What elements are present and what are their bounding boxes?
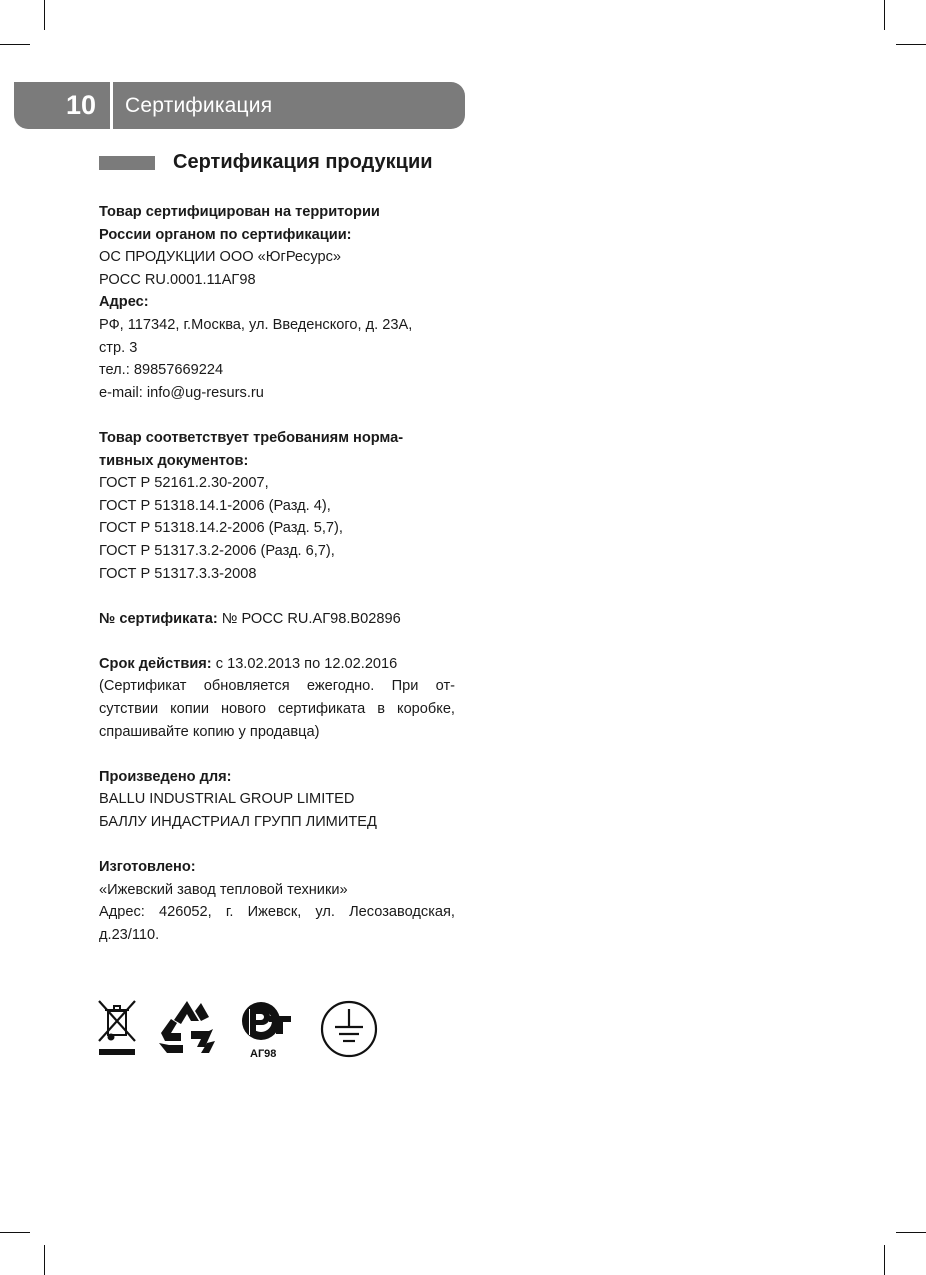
address-text: стр. 3 [99, 339, 138, 356]
certification-heading: России органом по сертификации: [99, 226, 352, 243]
standard-item: ГОСТ Р 51318.14.2-2006 (Разд. 5,7), [99, 520, 343, 537]
section-title: Сертификация [125, 93, 273, 117]
ground-icon [319, 999, 379, 1059]
crop-mark [884, 0, 885, 30]
certificate-label: № сертификата: [99, 610, 218, 627]
validity [99, 653, 455, 676]
crop-mark [0, 1232, 30, 1233]
certification-heading: Товар сертифицирован на территории [99, 204, 380, 220]
crop-mark [896, 44, 926, 45]
standards-heading: тивных документов: [99, 452, 249, 469]
page-header [14, 82, 465, 129]
certification-marks [97, 997, 387, 1059]
title-marker [99, 156, 155, 170]
standard-item: ГОСТ Р 52161.2.30-2007, [99, 475, 269, 492]
manufactured-label: Изготовлено: [99, 859, 196, 876]
produced-for-text: БАЛЛУ ИНДАСТРИАЛ ГРУПП ЛИМИТЕД [99, 814, 377, 831]
address-label: Адрес: [99, 294, 149, 311]
crop-mark [0, 44, 30, 45]
crop-mark [44, 0, 45, 30]
certification-org: ОС ПРОДУКЦИИ ООО «ЮгРесурс» [99, 249, 341, 266]
produced-for-text: BALLU INDUSTRIAL GROUP LIMITED [99, 791, 355, 808]
validity-note: спрашивайте копию у продавца) [99, 723, 320, 740]
address-text: РФ, 117342, г.Москва, ул. Введенского, д. 23А, [99, 316, 413, 333]
produced-for-label: Произведено для: [99, 768, 232, 785]
certificate-value: № РОСС RU.АГ98.В02896 [217, 610, 401, 627]
manufactured-text: Адрес: 426052, г. Ижевск, ул. Лесозаводская, [99, 904, 455, 921]
validity-label: Срок действия: [99, 655, 212, 672]
standard-item: ГОСТ Р 51317.3.3-2008 [99, 565, 257, 582]
recycle-icon [157, 999, 217, 1057]
crop-mark [44, 1245, 45, 1275]
manufactured-text: д.23/110. [99, 927, 160, 943]
page-number: 10 [65, 90, 96, 120]
manufactured-text: «Ижевский завод тепловой техники» [99, 881, 348, 898]
validity-value: с 13.02.2013 по 12.02.2016 [211, 655, 398, 672]
standards-heading: Товар соответствует требованиям норма- [99, 429, 404, 446]
crossed-bin-icon [97, 999, 139, 1059]
title-row [99, 151, 433, 174]
certificate-number [99, 608, 455, 631]
pct-mark-icon [239, 999, 297, 1061]
crop-mark [896, 1232, 926, 1233]
certification-code: РОСС RU.0001.11АГ98 [99, 271, 256, 288]
crop-mark [884, 1245, 885, 1275]
pct-code: АГ98 [250, 1048, 277, 1060]
standard-item: ГОСТ Р 51318.14.1-2006 (Разд. 4), [99, 497, 331, 514]
page-title: Сертификация продукции [173, 151, 433, 173]
standard-item: ГОСТ Р 51317.3.2-2006 (Разд. 6,7), [99, 542, 335, 559]
phone-text: тел.: 89857669224 [99, 362, 224, 379]
validity-note: (Сертификат обновляется ежегодно. При от- [99, 678, 455, 695]
content [99, 201, 455, 947]
validity-note: сутствии копии нового сертификата в коробке, [99, 701, 455, 718]
email-text: e-mail: info@ug-resurs.ru [99, 384, 264, 401]
